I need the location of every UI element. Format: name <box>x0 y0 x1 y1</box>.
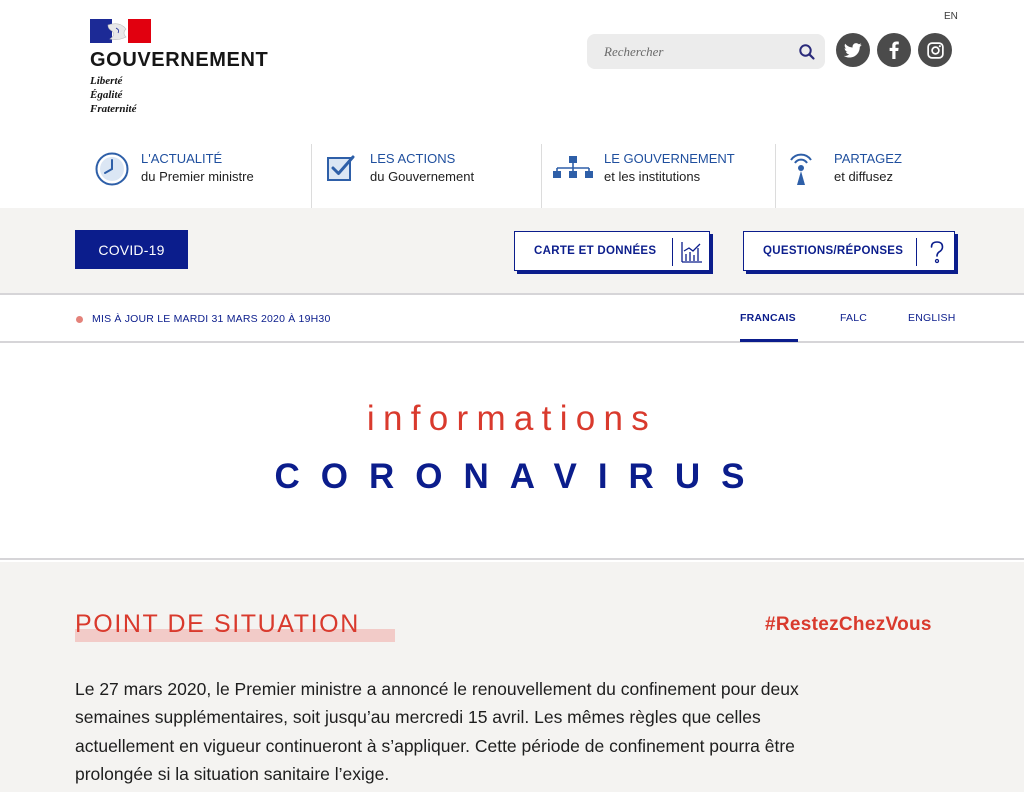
situation-title: POINT DE SITUATION <box>75 610 360 638</box>
paragraph-line: semaines supplémentaires, soit jusqu’au mercredi 15 avril. Les mêmes règles que celles <box>75 707 761 728</box>
covid-19-button[interactable]: COVID-19 <box>75 230 188 269</box>
status-dot-icon <box>76 316 83 323</box>
search-icon[interactable] <box>798 43 816 61</box>
tab-falc[interactable]: FALC <box>840 312 868 324</box>
nav-partagez-subtitle: et diffusez <box>834 169 894 184</box>
button-divider <box>916 238 917 266</box>
government-name: GOUVERNEMENT <box>90 49 269 71</box>
button-divider <box>672 238 673 266</box>
instagram-icon[interactable] <box>918 33 952 67</box>
paragraph-line: Le 27 mars 2020, le Premier ministre a annoncé le renouvellement du confinement pour deux <box>75 679 799 699</box>
clock-icon <box>94 151 130 192</box>
hero-title-coronavirus: CORONAVIRUS <box>274 457 766 496</box>
tab-francais[interactable]: FRANCAIS <box>740 312 796 324</box>
language-switch-en[interactable]: EN <box>944 11 958 22</box>
carte-donnees-label: CARTE ET DONNÉES <box>534 245 657 257</box>
nav-item-actualite[interactable] <box>92 140 307 208</box>
nav-divider <box>541 144 542 208</box>
search-box <box>587 34 825 69</box>
paragraph-line: prolongée si la situation sanitaire l’exige. <box>75 764 390 785</box>
nav-divider <box>775 144 776 208</box>
twitter-icon[interactable] <box>836 33 870 67</box>
nav-actions-title: LES ACTIONS <box>370 151 456 166</box>
nav-item-actions[interactable] <box>325 140 535 208</box>
motto-fraternite: Fraternité <box>90 103 137 115</box>
nav-gouvernement-title: LE GOUVERNEMENT <box>604 151 735 166</box>
situation-section <box>0 562 1024 792</box>
nav-actualite-subtitle: du Premier ministre <box>141 169 254 184</box>
situation-paragraph <box>75 675 945 789</box>
questions-reponses-label: QUESTIONS/RÉPONSES <box>763 245 904 257</box>
tab-english[interactable]: ENGLISH <box>908 312 956 324</box>
paragraph-line: actuellement en vigueur continueront à s’appliquer. Cette période de confinement pourra être <box>75 735 795 756</box>
active-tab-indicator <box>740 339 798 342</box>
questions-reponses-button[interactable] <box>743 231 955 271</box>
org-chart-icon <box>553 155 593 188</box>
motto-egalite: Égalité <box>90 89 123 101</box>
last-update-text: MIS À JOUR LE MARDI 31 MARS 2020 À 19H30 <box>92 313 331 325</box>
government-logo[interactable] <box>90 19 268 116</box>
motto-liberte: Liberté <box>90 75 123 87</box>
chart-icon <box>681 241 703 268</box>
update-bar <box>0 297 1024 343</box>
nav-gouvernement-subtitle: et les institutions <box>604 169 701 184</box>
marianne-flag-icon <box>90 19 151 43</box>
nav-actions-subtitle: du Gouvernement <box>370 169 475 184</box>
broadcast-icon <box>786 148 816 193</box>
carte-donnees-button[interactable] <box>514 231 710 271</box>
hero-title-informations: informations <box>366 399 658 438</box>
facebook-icon[interactable] <box>877 33 911 67</box>
site-header <box>0 0 1024 140</box>
checkbox-icon <box>326 153 356 188</box>
nav-partagez-title: PARTAGEZ <box>834 151 902 166</box>
nav-actualite-title: L'ACTUALITÉ <box>141 151 223 166</box>
question-mark-icon <box>928 240 946 269</box>
republic-motto <box>90 74 268 116</box>
restez-chez-vous-hashtag[interactable]: #RestezChezVous <box>765 614 932 635</box>
nav-item-partagez[interactable] <box>786 140 986 208</box>
hero-banner <box>0 345 1024 560</box>
nav-item-gouvernement[interactable] <box>553 140 773 208</box>
nav-divider <box>311 144 312 208</box>
search-input[interactable] <box>587 34 787 69</box>
